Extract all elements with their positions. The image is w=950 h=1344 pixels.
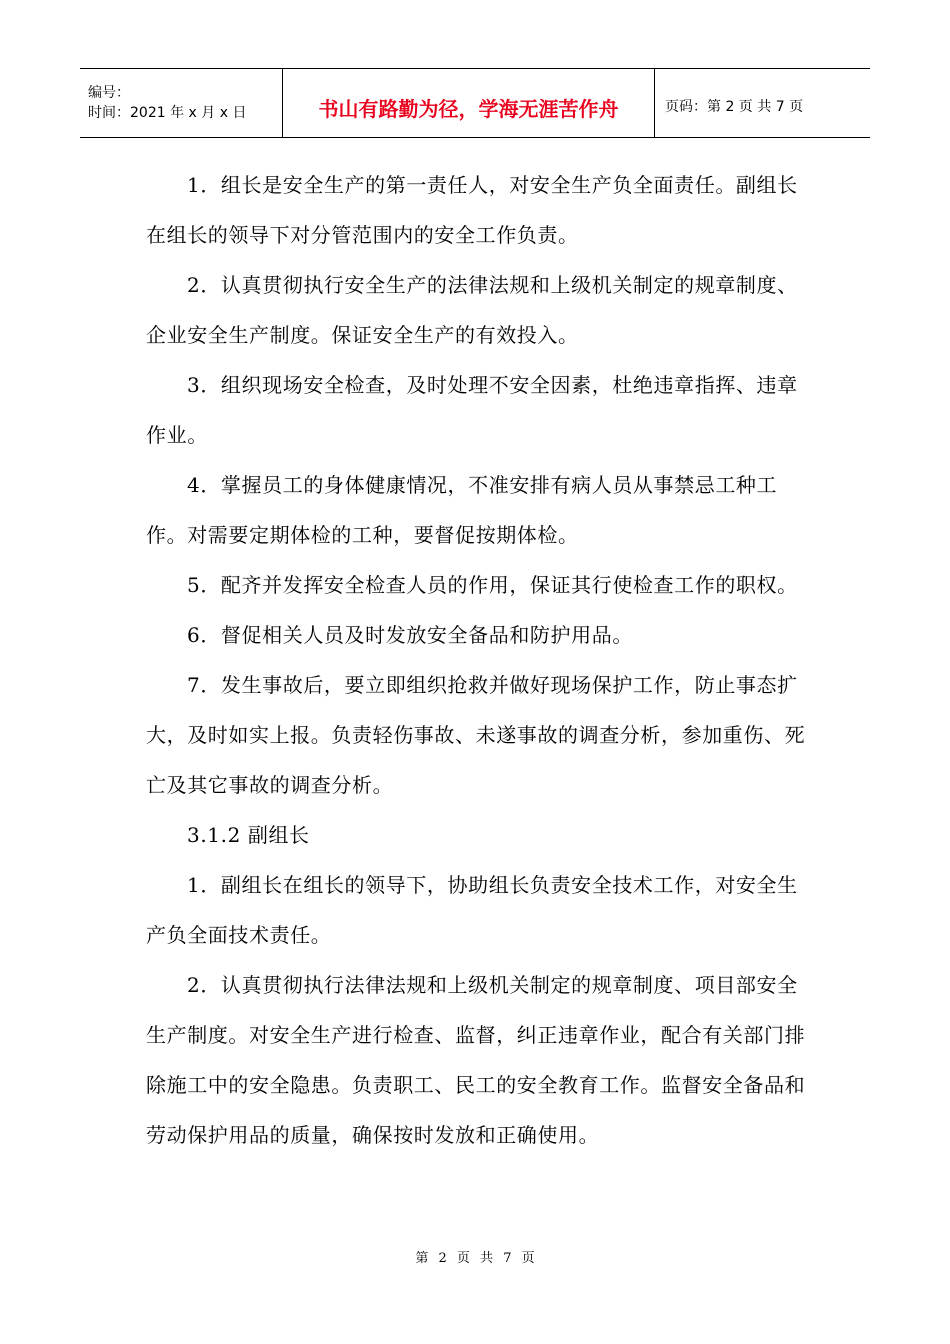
paragraph: 1．副组长在组长的领导下，协助组长负责安全技术工作，对安全生产负全面技术责任。 bbox=[146, 873, 798, 947]
header-motto: 书山有路勤为径，学海无涯苦作舟 bbox=[318, 96, 619, 121]
document-body bbox=[146, 160, 810, 1160]
header-meta bbox=[80, 69, 283, 137]
document-date-label: 时间：2021 年 x 月 x 日 bbox=[88, 105, 247, 121]
header-page-info: 页码：第 2 页 共 7 页 bbox=[665, 99, 804, 115]
paragraph: 2．认真贯彻执行安全生产的法律法规和上级机关制定的规章制度、企业安全生产制度。保证安全生产的有效投入。 bbox=[146, 273, 798, 347]
paragraph: 5．配齐并发挥安全检查人员的作用，保证其行使检查工作的职权。 bbox=[187, 573, 798, 597]
paragraph: 4．掌握员工的身体健康情况，不准安排有病人员从事禁忌工种工作。对需要定期体检的工种，要督促按期体检。 bbox=[146, 473, 778, 547]
paragraph: 3．组织现场安全检查，及时处理不安全因素，杜绝违章指挥、违章作业。 bbox=[146, 373, 798, 447]
document-number-label: 编号： bbox=[88, 85, 130, 101]
paragraph: 2．认真贯彻执行法律法规和上级机关制定的规章制度、项目部安全生产制度。对安全生产进行检查、监督，纠正违章作业，配合有关部门排除施工中的安全隐患。负责职工、民工的安全教育工作。监督安全备品和劳动保护用品的质量，确保按时发放和正确使用。 bbox=[146, 973, 806, 1147]
paragraph: 6．督促相关人员及时发放安全备品和防护用品。 bbox=[187, 623, 633, 647]
section-heading: 3.1.2 副组长 bbox=[187, 823, 310, 847]
paragraph: 1．组长是安全生产的第一责任人，对安全生产负全面责任。副组长在组长的领导下对分管范围内的安全工作负责。 bbox=[146, 173, 798, 247]
header-motto-cell bbox=[283, 69, 655, 137]
paragraph: 7．发生事故后，要立即组织抢救并做好现场保护工作，防止事态扩大，及时如实上报。负责轻伤事故、未遂事故的调查分析，参加重伤、死亡及其它事故的调查分析。 bbox=[146, 673, 806, 797]
page-footer: 第 2 页 共 7 页 bbox=[415, 1251, 535, 1266]
page-header bbox=[80, 68, 870, 138]
